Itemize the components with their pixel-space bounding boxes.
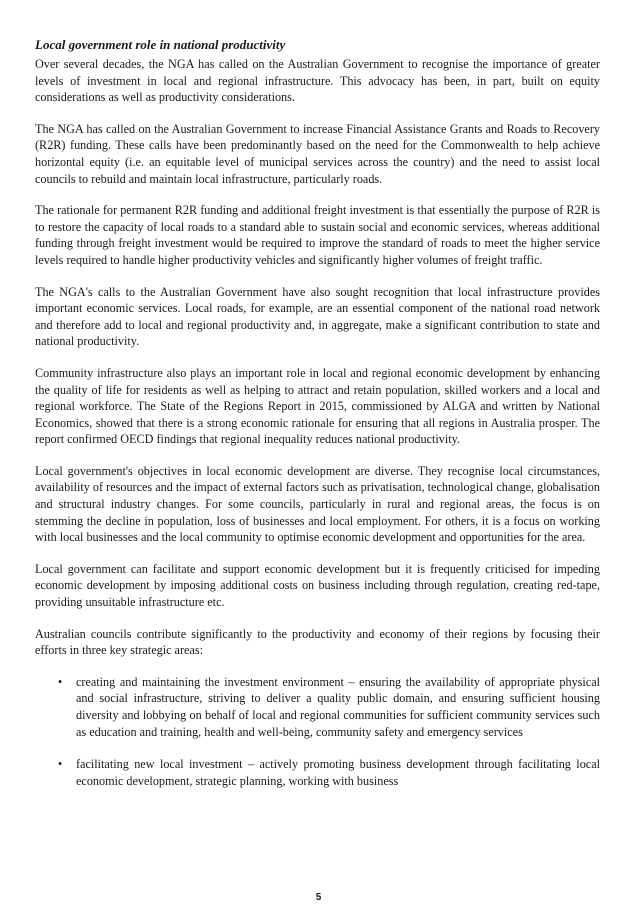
bullet-icon: •: [58, 757, 63, 772]
document-page: [35, 36, 600, 805]
paragraph-6: Local government's objectives in local economic development are diverse. They recognise local circumstances, availability of resources and the impact of external factors such as privatisation, technological change, globalisation and structural industry changes. For some councils, particularly in rural and regional areas, the focus is on stemming the decline in population, loss of businesses and local employment. For others, it is a focus on working with local businesses and the local community to optimise economic development and opportunities for the area.: [35, 463, 600, 545]
section-heading: Local government role in national productivity: [35, 37, 286, 52]
list-item-text: creating and maintaining the investment environment – ensuring the availability of appropriate physical and social infrastructure, striving to deliver a quality public domain, and ensuring sufficient housing diversity and lobbying on behalf of local and regional communities for sufficient community services such as education and training, health and well-being, community safety and emergency services: [76, 674, 600, 739]
list-item: [35, 756, 600, 789]
paragraph-8: Australian councils contribute significantly to the productivity and economy of their regions by focusing their efforts in three key strategic areas:: [35, 626, 600, 658]
paragraph-2: The NGA has called on the Australian Government to increase Financial Assistance Grants and Roads to Recovery (R2R) funding. These calls have been predominantly based on the need for the Commonwealth to help achieve horizontal equity (i.e. an equitable level of municipal services across the country) and the need to assist local councils to rebuild and maintain local infrastructure, particularly roads.: [35, 121, 600, 186]
paragraph-3: The rationale for permanent R2R funding and additional freight investment is that essentially the purpose of R2R is to restore the capacity of local roads to a standard able to sustain social and economic services, whereas additional funding through freight investment would be required to improve the standard of roads to meet the higher service levels required to handle higher productivity vehicles and significantly higher volumes of freight traffic.: [35, 203, 600, 267]
paragraph-1: Over several decades, the NGA has called on the Australian Government to recognise the importance of greater levels of investment in local and regional infrastructure. This advocacy has been, in part, built on equity considerations as well as productivity considerations.: [35, 57, 600, 105]
paragraph-4: The NGA's calls to the Australian Government have also sought recognition that local infrastructure provides important economic services. Local roads, for example, are an essential component of the national road network and therefore add to local and regional productivity and, in aggregate, make a significant contribution to state and national productivity.: [35, 284, 600, 349]
list-item: [35, 674, 600, 740]
bullet-icon: •: [58, 674, 63, 689]
paragraph-5: Community infrastructure also plays an important role in local and regional economic development by enhancing the quality of life for residents as well as helping to attract and retain population, skilled workers and a local and regional workforce. The State of the Regions Report in 2015, commissioned by ALGA and written by National Economics, showed that there is a strong economic rationale for ensuring that all regions in Australia prosper. The report confirmed OECD findings that regional inequality reduces national productivity.: [35, 365, 600, 447]
strategic-areas-list: [35, 674, 600, 790]
page-number: 5: [315, 892, 322, 903]
list-item-text: facilitating new local investment – actively promoting business development through facilitating local economic development, strategic planning, working with business: [76, 757, 600, 788]
paragraph-7: Local government can facilitate and support economic development but it is frequently criticised for impeding economic development by imposing additional costs on business including through regulation, creating red-tape, providing unsuitable infrastructure etc.: [35, 561, 600, 610]
